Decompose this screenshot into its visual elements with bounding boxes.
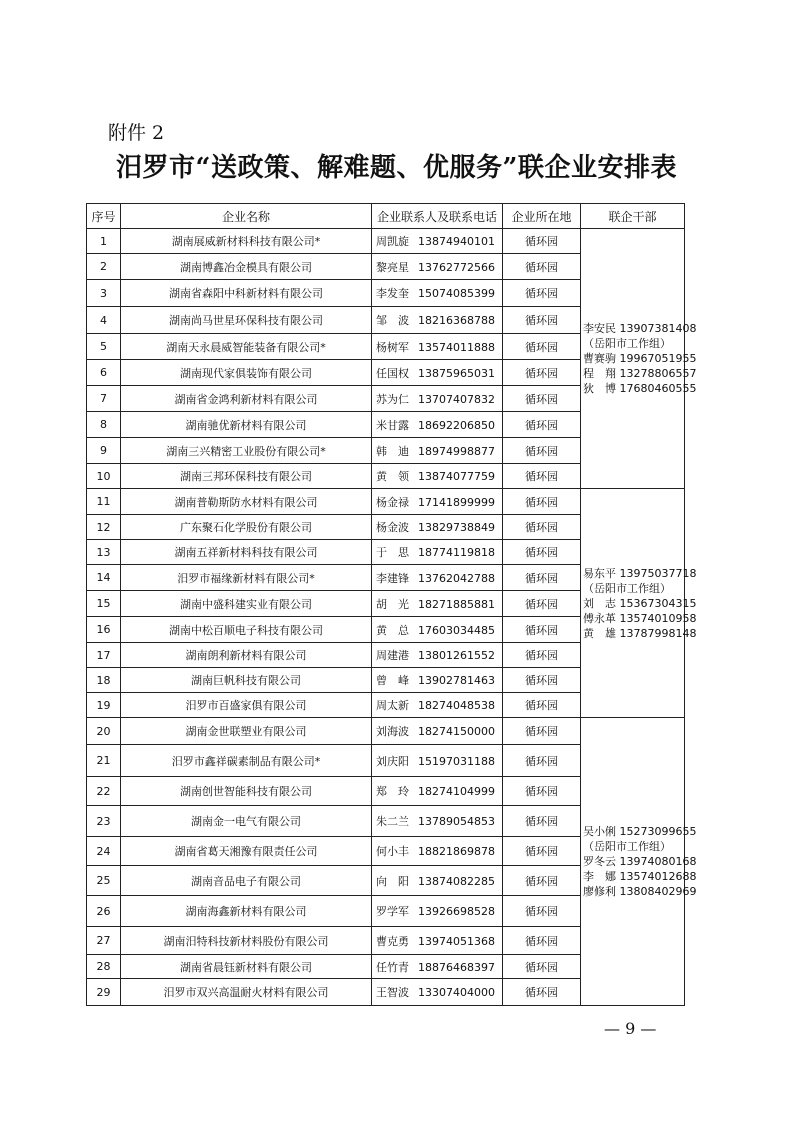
contact-phone: 13762042788	[418, 571, 495, 585]
company-location: 循环园	[503, 866, 581, 896]
company-location: 循环园	[503, 360, 581, 386]
contact-phone: 18274048538	[418, 699, 495, 712]
cadre-group	[581, 489, 697, 718]
contact-cell	[372, 718, 503, 745]
company-name: 湖南三兴精密工业股份有限公司*	[121, 438, 372, 464]
column-header-no: 序号	[87, 204, 121, 229]
contact-name: 周凯旋	[376, 235, 409, 248]
contact-phone: 13801261552	[418, 649, 495, 662]
company-location: 循环园	[503, 254, 581, 280]
contact-cell	[372, 591, 503, 617]
row-number: 16	[87, 617, 121, 643]
contact-name: 米甘露	[376, 418, 409, 432]
contact-name: 黄 总	[376, 623, 409, 637]
contact-phone: 13875965031	[418, 366, 495, 380]
row-number: 6	[87, 360, 121, 386]
company-name: 汨罗市福缘新材料有限公司*	[121, 565, 372, 591]
company-location: 循环园	[503, 464, 581, 489]
company-location: 循环园	[503, 668, 581, 693]
contact-name: 向 阳	[376, 874, 409, 888]
contact-phone: 15074085399	[418, 287, 495, 300]
contact-name: 朱二兰	[376, 815, 409, 828]
company-name: 湖南中盛科建实业有限公司	[121, 591, 372, 617]
company-location: 循环园	[503, 334, 581, 360]
row-number: 10	[87, 464, 121, 489]
company-location: 循环园	[503, 617, 581, 643]
contact-phone: 13789054853	[418, 815, 495, 828]
company-location: 循环园	[503, 307, 581, 334]
contact-name: 周太新	[376, 699, 409, 712]
company-location: 循环园	[503, 806, 581, 837]
contact-cell	[372, 229, 503, 254]
row-number: 29	[87, 979, 121, 1006]
table-row	[87, 489, 685, 515]
contact-cell	[372, 777, 503, 806]
row-number: 13	[87, 540, 121, 565]
contact-phone: 13926698528	[418, 905, 495, 918]
column-header-company: 企业名称	[121, 204, 372, 229]
contact-cell	[372, 334, 503, 360]
contact-phone: 18274104999	[418, 785, 495, 798]
contact-cell	[372, 745, 503, 777]
contact-cell	[372, 668, 503, 693]
company-location: 循环园	[503, 718, 581, 745]
contact-name: 胡 光	[376, 597, 409, 611]
company-name: 湖南尚马世星环保科技有限公司	[121, 307, 372, 334]
company-name: 湖南省晨钰新材料有限公司	[121, 955, 372, 979]
row-number: 20	[87, 718, 121, 745]
company-name: 湖南现代家俱装饰有限公司	[121, 360, 372, 386]
contact-cell	[372, 565, 503, 591]
contact-cell	[372, 254, 503, 280]
contact-cell	[372, 617, 503, 643]
table-body	[87, 229, 697, 1006]
contact-phone: 13974051368	[418, 934, 495, 948]
company-location: 循环园	[503, 927, 581, 955]
contact-phone: 18821869878	[418, 845, 495, 858]
row-number: 15	[87, 591, 121, 617]
contact-name: 韩 迪	[376, 444, 409, 458]
column-header-location: 企业所在地	[503, 204, 581, 229]
company-name: 湖南中松百顺电子科技有限公司	[121, 617, 372, 643]
row-number: 1	[87, 229, 121, 254]
contact-cell	[372, 927, 503, 955]
cadre-group	[581, 718, 697, 1006]
cadre-line: 刘 志 15367304315	[583, 596, 697, 610]
company-name: 广东聚石化学股份有限公司	[121, 515, 372, 540]
company-name: 湖南汨特科技新材料股份有限公司	[121, 927, 372, 955]
contact-name: 李建锋	[376, 571, 409, 585]
row-number: 9	[87, 438, 121, 464]
company-name: 湖南音品电子有限公司	[121, 866, 372, 896]
company-table	[86, 203, 697, 1006]
contact-phone: 18271885881	[418, 597, 495, 611]
company-location: 循环园	[503, 955, 581, 979]
company-location: 循环园	[503, 540, 581, 565]
company-name: 湖南朗利新材料有限公司	[121, 643, 372, 668]
contact-phone: 13574011888	[418, 340, 495, 354]
contact-cell	[372, 360, 503, 386]
cadre-line: 曹赛驹 19967051955	[583, 352, 697, 365]
contact-cell	[372, 464, 503, 489]
contact-cell	[372, 307, 503, 334]
contact-name: 黄 领	[376, 470, 409, 483]
contact-name: 任竹青	[376, 960, 409, 974]
company-location: 循环园	[503, 591, 581, 617]
company-location: 循环园	[503, 643, 581, 668]
table-row	[87, 718, 685, 745]
contact-phone: 18774119818	[418, 546, 495, 559]
page-number: — 9 —	[604, 1019, 657, 1038]
contact-phone: 13874940101	[418, 235, 495, 248]
contact-phone: 13829738849	[418, 521, 495, 534]
company-name: 湖南博鑫冶金模具有限公司	[121, 254, 372, 280]
contact-name: 周建港	[376, 649, 409, 662]
cadre-line: （岳阳市工作组）	[583, 337, 671, 350]
company-location: 循环园	[503, 280, 581, 307]
contact-phone: 18274150000	[418, 725, 495, 738]
contact-name: 刘海波	[376, 725, 409, 738]
contact-cell	[372, 515, 503, 540]
table-header-row	[87, 204, 685, 229]
row-number: 26	[87, 896, 121, 927]
company-name: 湖南创世智能科技有限公司	[121, 777, 372, 806]
cadre-line: 程 翔 13278806557	[583, 367, 697, 380]
contact-phone: 15197031188	[418, 754, 495, 768]
contact-phone: 13762772566	[418, 260, 495, 274]
row-number: 25	[87, 866, 121, 896]
contact-name: 于 思	[376, 546, 409, 559]
cadre-line: （岳阳市工作组）	[583, 581, 671, 595]
contact-name: 邹 波	[376, 314, 409, 327]
company-name: 湖南省金鸿利新材料有限公司	[121, 386, 372, 412]
contact-phone: 13874082285	[418, 874, 495, 888]
company-name: 湖南展威新材料科技有限公司*	[121, 229, 372, 254]
company-location: 循环园	[503, 837, 581, 866]
row-number: 23	[87, 806, 121, 837]
contact-name: 杨金波	[376, 521, 409, 534]
row-number: 12	[87, 515, 121, 540]
contact-cell	[372, 438, 503, 464]
contact-name: 苏为仁	[376, 392, 409, 406]
contact-cell	[372, 979, 503, 1006]
row-number: 2	[87, 254, 121, 280]
row-number: 28	[87, 955, 121, 979]
company-location: 循环园	[503, 896, 581, 927]
row-number: 8	[87, 412, 121, 438]
contact-name: 王智波	[376, 986, 409, 999]
cadre-line: 李 娜 13574012688	[583, 870, 697, 883]
company-location: 循环园	[503, 693, 581, 718]
contact-cell	[372, 643, 503, 668]
cadre-line: 吴小俐 15273099655	[583, 825, 697, 838]
row-number: 17	[87, 643, 121, 668]
company-name: 湖南五祥新材料科技有限公司	[121, 540, 372, 565]
row-number: 7	[87, 386, 121, 412]
contact-name: 杨树军	[376, 340, 409, 354]
company-name: 湖南天永晨威智能装备有限公司*	[121, 334, 372, 360]
cadre-line: 罗冬云 13974080168	[583, 855, 697, 868]
row-number: 19	[87, 693, 121, 718]
cadre-line: （岳阳市工作组）	[583, 840, 671, 853]
contact-cell	[372, 540, 503, 565]
row-number: 14	[87, 565, 121, 591]
cadre-line: 廖修利 13808402969	[583, 885, 697, 898]
cadre-line: 傅永革 13574010958	[583, 611, 697, 625]
contact-phone: 18974998877	[418, 444, 495, 458]
contact-cell	[372, 866, 503, 896]
row-number: 22	[87, 777, 121, 806]
row-number: 18	[87, 668, 121, 693]
row-number: 11	[87, 489, 121, 515]
company-name: 湖南金一电气有限公司	[121, 806, 372, 837]
row-number: 4	[87, 307, 121, 334]
cadre-line: 黄 雄 13787998148	[583, 626, 697, 640]
table-row	[87, 229, 685, 254]
row-number: 21	[87, 745, 121, 777]
company-name: 湖南驰优新材料有限公司	[121, 412, 372, 438]
contact-name: 杨金禄	[376, 495, 409, 509]
company-name: 汨罗市百盛家俱有限公司	[121, 693, 372, 718]
company-name: 湖南金世联塑业有限公司	[121, 718, 372, 745]
contact-name: 郑 玲	[376, 785, 409, 798]
contact-cell	[372, 955, 503, 979]
company-location: 循环园	[503, 745, 581, 777]
company-name: 湖南三邦环保科技有限公司	[121, 464, 372, 489]
contact-phone: 13707407832	[418, 392, 495, 406]
contact-phone: 17141899999	[418, 495, 495, 509]
cadre-group	[581, 229, 697, 489]
contact-cell	[372, 412, 503, 438]
contact-cell	[372, 806, 503, 837]
contact-phone: 13874077759	[418, 470, 495, 483]
row-number: 24	[87, 837, 121, 866]
column-header-contact: 企业联系人及联系电话	[372, 204, 503, 229]
contact-phone: 17603034485	[418, 623, 495, 637]
contact-name: 刘庆阳	[376, 754, 409, 768]
company-location: 循环园	[503, 565, 581, 591]
company-name: 湖南省森阳中科新材料有限公司	[121, 280, 372, 307]
attachment-label: 附件 2	[108, 122, 165, 144]
company-location: 循环园	[503, 438, 581, 464]
company-location: 循环园	[503, 489, 581, 515]
contact-phone: 18216368788	[418, 314, 495, 327]
page-title: 汨罗市“送政策、解难题、优服务”联企业安排表	[116, 153, 677, 183]
contact-cell	[372, 489, 503, 515]
cadre-line: 狄 博 17680460555	[583, 382, 697, 395]
contact-cell	[372, 896, 503, 927]
cadre-line: 易东平 13975037718	[583, 566, 697, 580]
row-number: 3	[87, 280, 121, 307]
contact-cell	[372, 837, 503, 866]
company-location: 循环园	[503, 386, 581, 412]
contact-name: 任国权	[376, 366, 409, 380]
contact-cell	[372, 280, 503, 307]
row-number: 5	[87, 334, 121, 360]
company-name: 湖南海鑫新材料有限公司	[121, 896, 372, 927]
company-location: 循环园	[503, 979, 581, 1006]
contact-name: 李发奎	[376, 287, 409, 300]
cadre-line: 李安民 13907381408	[583, 322, 697, 335]
company-location: 循环园	[503, 777, 581, 806]
contact-cell	[372, 386, 503, 412]
contact-name: 何小丰	[376, 845, 409, 858]
company-name: 湖南省葛天湘豫有限责任公司	[121, 837, 372, 866]
company-location: 循环园	[503, 515, 581, 540]
column-header-cadres: 联企干部	[581, 204, 685, 229]
contact-name: 曾 峰	[376, 674, 409, 687]
contact-phone: 18692206850	[418, 418, 495, 432]
row-number: 27	[87, 927, 121, 955]
contact-phone: 13902781463	[418, 674, 495, 687]
company-name: 湖南巨帆科技有限公司	[121, 668, 372, 693]
company-location: 循环园	[503, 229, 581, 254]
contact-name: 罗学军	[376, 905, 409, 918]
company-name: 汨罗市鑫祥碳素制品有限公司*	[121, 745, 372, 777]
company-name: 湖南普勒斯防水材料有限公司	[121, 489, 372, 515]
contact-phone: 13307404000	[418, 986, 495, 999]
contact-name: 曹克勇	[376, 934, 409, 948]
company-location: 循环园	[503, 412, 581, 438]
contact-cell	[372, 693, 503, 718]
company-name: 汨罗市双兴高温耐火材料有限公司	[121, 979, 372, 1006]
contact-name: 黎亮星	[376, 260, 409, 274]
contact-phone: 18876468397	[418, 960, 495, 974]
